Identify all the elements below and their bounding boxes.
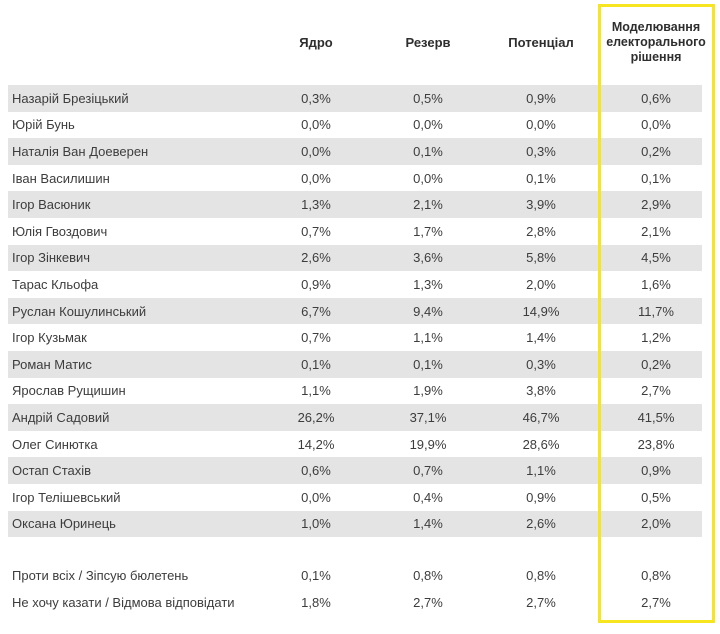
value-reserve: 0,0% (413, 117, 443, 133)
value-core: 1,0% (301, 516, 331, 532)
candidate-name: Проти всіх / Зіпсую бюлетень (12, 567, 189, 583)
table-row (8, 484, 702, 511)
value-core: 6,7% (301, 303, 331, 319)
value-reserve: 19,9% (409, 436, 447, 452)
value-core: 0,0% (301, 117, 331, 133)
table-row (8, 589, 702, 616)
value-reserve: 2,7% (413, 594, 443, 610)
value-modeling: 2,7% (641, 594, 671, 610)
value-modeling: 0,8% (641, 567, 671, 583)
value-reserve: 1,7% (413, 223, 443, 239)
value-reserve: 1,3% (413, 276, 443, 292)
table-row (8, 324, 702, 351)
value-potential: 3,8% (526, 383, 556, 399)
table-row (8, 165, 702, 192)
value-modeling: 0,2% (641, 356, 671, 372)
value-core: 1,1% (301, 383, 331, 399)
value-reserve: 3,6% (413, 250, 443, 266)
table-row (8, 218, 702, 245)
value-core: 0,0% (301, 170, 331, 186)
table-row (8, 138, 702, 165)
value-core: 0,0% (301, 143, 331, 159)
value-core: 26,2% (297, 409, 335, 425)
candidate-name: Ігор Зінкевич (12, 250, 91, 266)
value-modeling: 2,1% (641, 223, 671, 239)
candidate-name: Олег Синютка (12, 436, 98, 452)
column-header-reserve: Резерв (405, 35, 451, 50)
value-core: 1,8% (301, 594, 331, 610)
value-core: 0,1% (301, 567, 331, 583)
value-core: 0,6% (301, 463, 331, 479)
value-reserve: 37,1% (409, 409, 447, 425)
table-row (8, 351, 702, 378)
value-modeling: 0,9% (641, 463, 671, 479)
column-header-core: Ядро (299, 35, 333, 50)
table-row (8, 245, 702, 272)
value-modeling: 0,2% (641, 143, 671, 159)
value-reserve: 0,0% (413, 170, 443, 186)
candidate-name: Тарас Кльофа (12, 276, 99, 292)
candidate-name: Ігор Васюник (12, 197, 91, 213)
value-potential: 2,8% (526, 223, 556, 239)
candidate-name: Ярослав Рущишин (12, 383, 126, 399)
value-potential: 14,9% (522, 303, 560, 319)
table-header-row (8, 0, 706, 85)
table-row (8, 404, 702, 431)
value-modeling: 2,9% (641, 197, 671, 213)
table-body (0, 85, 720, 537)
table-row (8, 431, 702, 458)
table-row (8, 511, 702, 538)
value-potential: 46,7% (522, 409, 560, 425)
value-potential: 28,6% (522, 436, 560, 452)
table-row (8, 457, 702, 484)
table-row (8, 378, 702, 405)
value-potential: 0,0% (526, 117, 556, 133)
candidate-name: Остап Стахів (12, 463, 92, 479)
candidate-name: Наталія Ван Доеверен (12, 143, 149, 159)
value-potential: 1,1% (526, 463, 556, 479)
value-modeling: 0,0% (641, 117, 671, 133)
value-potential: 1,4% (526, 330, 556, 346)
value-potential: 0,8% (526, 567, 556, 583)
value-modeling: 0,1% (641, 170, 671, 186)
value-potential: 0,1% (526, 170, 556, 186)
value-reserve: 1,1% (413, 330, 443, 346)
candidate-name: Не хочу казати / Відмова відповідати (12, 594, 235, 610)
table-row (8, 85, 702, 112)
value-reserve: 9,4% (413, 303, 443, 319)
candidate-name: Іван Василишин (12, 170, 110, 186)
value-modeling: 1,6% (641, 276, 671, 292)
candidate-name: Роман Матис (12, 356, 92, 372)
table-row (8, 112, 702, 139)
candidate-name: Юрій Бунь (12, 117, 75, 133)
value-core: 0,7% (301, 330, 331, 346)
candidate-name: Андрій Садовий (12, 409, 110, 425)
value-modeling: 2,7% (641, 383, 671, 399)
value-core: 0,7% (301, 223, 331, 239)
value-modeling: 11,7% (638, 303, 674, 319)
value-potential: 2,0% (526, 276, 556, 292)
table-gap (0, 537, 720, 562)
candidate-name: Ігор Телішевський (12, 489, 121, 505)
value-potential: 0,3% (526, 356, 556, 372)
value-potential: 3,9% (526, 197, 556, 213)
candidate-name: Юлія Гвоздович (12, 223, 108, 239)
value-potential: 5,8% (526, 250, 556, 266)
value-reserve: 0,5% (413, 90, 443, 106)
table-row (8, 191, 702, 218)
value-modeling: 0,5% (641, 489, 671, 505)
value-reserve: 0,1% (413, 356, 443, 372)
value-reserve: 0,4% (413, 489, 443, 505)
table-row (8, 298, 702, 325)
value-core: 14,2% (297, 436, 335, 452)
candidate-name: Оксана Юринець (12, 516, 116, 532)
value-reserve: 0,7% (413, 463, 443, 479)
value-potential: 0,9% (526, 90, 556, 106)
value-core: 1,3% (301, 197, 331, 213)
column-header-potential: Потенціал (508, 35, 574, 50)
value-potential: 2,7% (526, 594, 556, 610)
value-reserve: 1,9% (413, 383, 443, 399)
value-potential: 0,3% (526, 143, 556, 159)
value-reserve: 0,1% (413, 143, 443, 159)
table-summary (0, 562, 720, 616)
value-core: 0,3% (301, 90, 331, 106)
value-modeling: 4,5% (641, 250, 671, 266)
value-potential: 0,9% (526, 489, 556, 505)
value-potential: 2,6% (526, 516, 556, 532)
candidate-name: Назарій Брезіцький (12, 90, 129, 106)
value-reserve: 1,4% (413, 516, 443, 532)
value-core: 0,9% (301, 276, 331, 292)
value-core: 0,0% (301, 489, 331, 505)
column-header-modeling: Моделювання електорального рішення (606, 20, 706, 64)
candidate-name: Ігор Кузьмак (12, 330, 87, 346)
candidate-name: Руслан Кошулинський (12, 303, 147, 319)
value-modeling: 0,6% (641, 90, 671, 106)
value-modeling: 41,5% (637, 409, 675, 425)
value-modeling: 23,8% (637, 436, 675, 452)
table-row (8, 562, 702, 589)
value-core: 0,1% (301, 356, 331, 372)
table-row (8, 271, 702, 298)
value-reserve: 2,1% (413, 197, 443, 213)
value-modeling: 1,2% (641, 330, 671, 346)
value-modeling: 2,0% (641, 516, 671, 532)
value-core: 2,6% (301, 250, 331, 266)
value-reserve: 0,8% (413, 567, 443, 583)
